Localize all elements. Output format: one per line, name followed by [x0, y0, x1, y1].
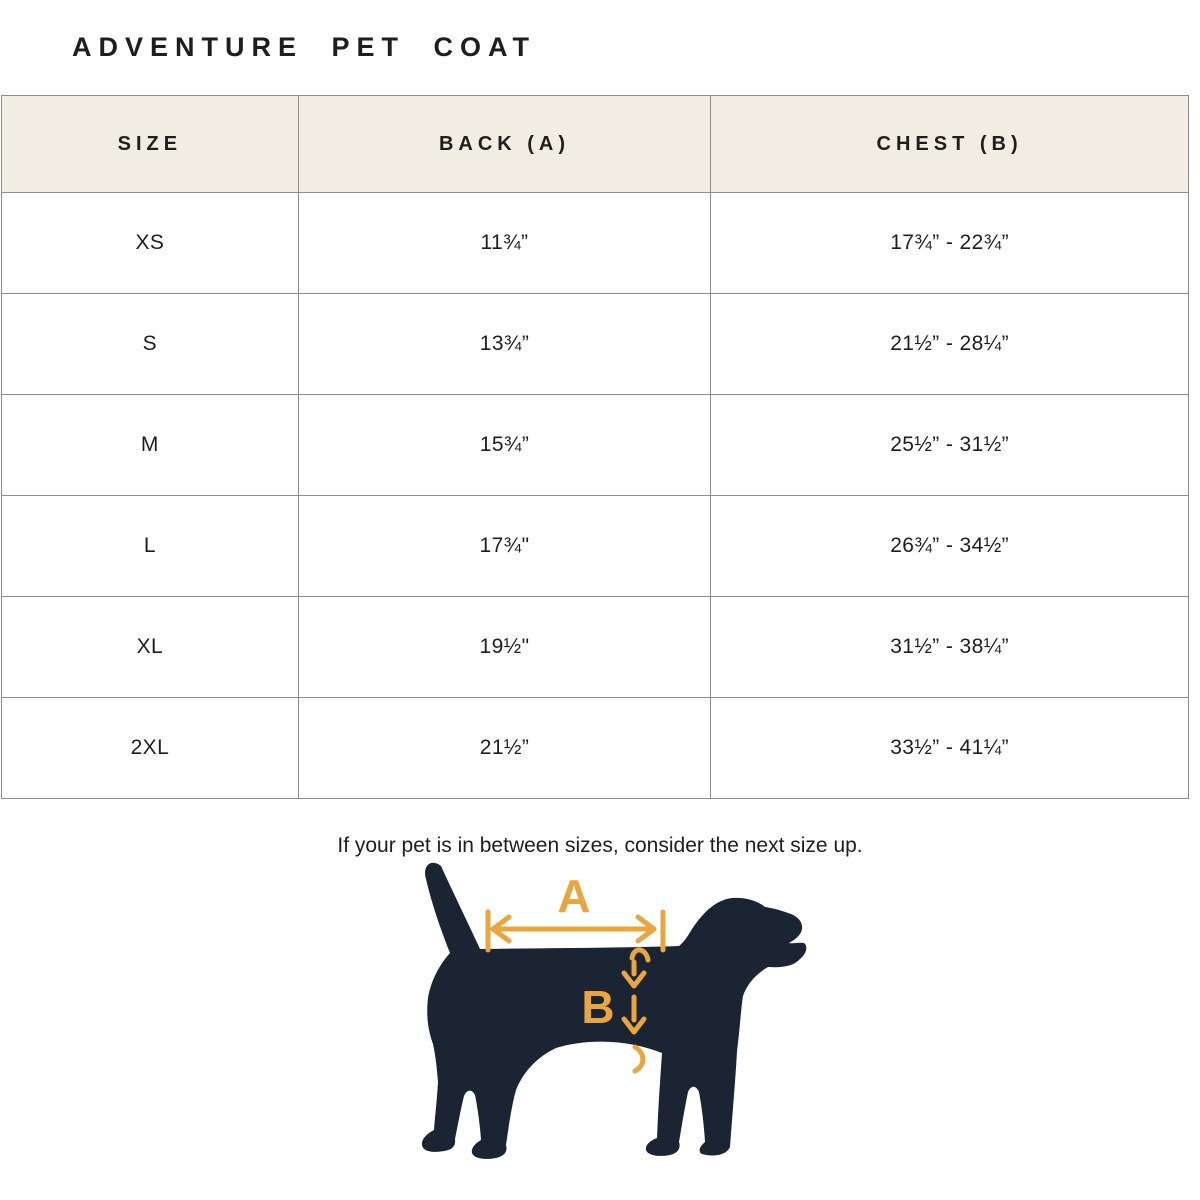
chest-cell: 21½” - 28¼” — [711, 294, 1189, 395]
back-cell: 11¾” — [298, 193, 710, 294]
back-cell: 15¾” — [298, 395, 710, 496]
size-cell: XS — [2, 193, 299, 294]
chest-cell: 33½” - 41¼” — [711, 698, 1189, 799]
chest-cell: 31½” - 38¼” — [711, 597, 1189, 698]
page-title: ADVENTURE PET COAT — [72, 32, 537, 62]
chest-cell: 26¾” - 34½” — [711, 496, 1189, 597]
size-cell: XL — [2, 597, 299, 698]
table-header-row — [2, 96, 1189, 193]
sizing-note: If your pet is in between sizes, consider the next size up. — [337, 834, 863, 857]
chest-cell: 17¾” - 22¾” — [711, 193, 1189, 294]
back-cell: 13¾” — [298, 294, 710, 395]
back-cell: 21½” — [298, 698, 710, 799]
table-row — [2, 193, 1189, 294]
table-row — [2, 395, 1189, 496]
column-header-size: SIZE — [2, 96, 299, 193]
size-cell: M — [2, 395, 299, 496]
back-cell: 19½" — [298, 597, 710, 698]
table-row — [2, 294, 1189, 395]
back-cell: 17¾" — [298, 496, 710, 597]
chart-header — [0, 0, 1200, 95]
label-b: B — [581, 981, 615, 1033]
table-row — [2, 496, 1189, 597]
size-cell: L — [2, 496, 299, 597]
chest-cell: 25½” - 31½” — [711, 395, 1189, 496]
size-cell: S — [2, 294, 299, 395]
column-header-back: BACK (A) — [298, 96, 710, 193]
table-row — [2, 698, 1189, 799]
dog-measurement-diagram — [383, 856, 835, 1196]
label-a: A — [557, 870, 591, 922]
b-bottom-hook — [635, 1047, 643, 1071]
column-header-chest: CHEST (B) — [711, 96, 1189, 193]
table-row — [2, 597, 1189, 698]
size-chart-table — [1, 95, 1189, 799]
size-cell: 2XL — [2, 698, 299, 799]
